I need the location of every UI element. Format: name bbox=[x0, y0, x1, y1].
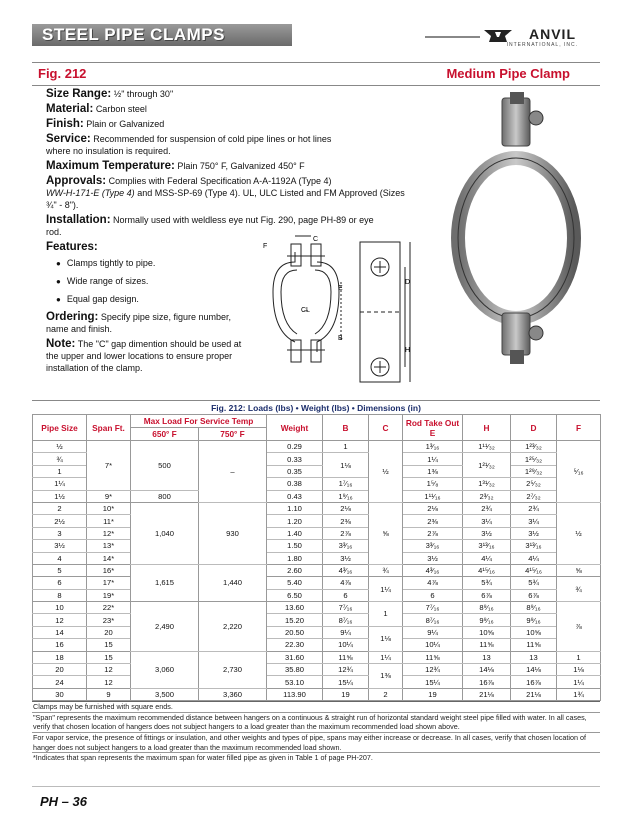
table-row bbox=[33, 515, 601, 527]
cell-e: 2⅜ bbox=[403, 515, 463, 527]
cell-size: 14 bbox=[33, 626, 87, 638]
spec-text: and MSS-SP-69 (Type 4). UL, ULC Listed and FM Approved (Sizes ¾" - 8"). bbox=[46, 188, 405, 210]
cell-c: 1⅜ bbox=[369, 664, 403, 689]
cell-d: 13 bbox=[511, 651, 557, 663]
cell-size: 4 bbox=[33, 552, 87, 564]
table-row bbox=[33, 602, 601, 614]
cell-span: 10* bbox=[87, 502, 131, 514]
cell-size: 6 bbox=[33, 577, 87, 589]
cell-size: 8 bbox=[33, 589, 87, 601]
cell-span: 12* bbox=[87, 527, 131, 539]
cell-e: 1³⁄₁₆ bbox=[403, 441, 463, 453]
spec-text: Specify pipe size, figure number, name and finish. bbox=[46, 312, 231, 334]
table-caption: Fig. 212: Loads (lbs) • Weight (lbs) • Dimensions (in) bbox=[32, 400, 600, 414]
cell-e: 3³⁄₁₆ bbox=[403, 540, 463, 552]
col-header-b: B bbox=[323, 415, 369, 441]
dim-label-f: F bbox=[263, 243, 268, 250]
table-row bbox=[33, 527, 601, 539]
list-item: ● Clamps tightly to pipe. bbox=[56, 257, 386, 270]
col-header-span: Span Ft. bbox=[87, 415, 131, 441]
footer-rule bbox=[32, 786, 600, 787]
cell-e: 1⁵⁄₈ bbox=[403, 478, 463, 490]
cell-h: 16⅞ bbox=[463, 676, 511, 688]
table-row bbox=[33, 552, 601, 564]
cell-b: 12¾ bbox=[323, 664, 369, 676]
cell-weight: 53.10 bbox=[267, 676, 323, 688]
cell-weight: 0.43 bbox=[267, 490, 323, 502]
cell-h: 10⅝ bbox=[463, 626, 511, 638]
spec-label: Service: bbox=[46, 133, 91, 145]
table-row bbox=[33, 441, 601, 453]
cell-span: 19* bbox=[87, 589, 131, 601]
cell-c: 1¼ bbox=[369, 651, 403, 663]
pipe-clamp-photo bbox=[440, 88, 590, 388]
centerline-label: C̶L bbox=[301, 307, 310, 314]
table-row bbox=[33, 577, 601, 589]
cell-d: 21⅛ bbox=[511, 688, 557, 700]
cell-d: 5¾ bbox=[511, 577, 557, 589]
col-header-650f: 650° F bbox=[131, 428, 199, 441]
dim-label-d: D bbox=[405, 279, 411, 286]
spec-text-italic: WW-H-171-E (Type 4) bbox=[46, 188, 135, 198]
cell-size: 2 bbox=[33, 502, 87, 514]
cell-b: 15¼ bbox=[323, 676, 369, 688]
cell-weight: 31.60 bbox=[267, 651, 323, 663]
spec-max-temperature bbox=[46, 160, 386, 172]
cell-e: 6 bbox=[403, 589, 463, 601]
cell-h: 21⅛ bbox=[463, 688, 511, 700]
page-header bbox=[32, 22, 600, 50]
cell-size: 10 bbox=[33, 602, 87, 614]
cell-weight: 22.30 bbox=[267, 639, 323, 651]
spec-text: The "C" gap dimention should be used at the upper and lower locations to ensure proper installation of the clamp. bbox=[46, 339, 242, 373]
table-row bbox=[33, 626, 601, 638]
spec-label: Size Range: bbox=[46, 88, 112, 100]
cell-h: 11⅝ bbox=[463, 639, 511, 651]
col-header-max-load: Max Load For Service Temp bbox=[131, 415, 267, 428]
cell-size: 30 bbox=[33, 688, 87, 700]
cell-span: 13* bbox=[87, 540, 131, 552]
figure-number: Fig. 212 bbox=[38, 66, 87, 81]
cell-span: 16* bbox=[87, 564, 131, 576]
cell-span: 12 bbox=[87, 664, 131, 676]
col-header-d: D bbox=[511, 415, 557, 441]
cell-d: 10⅝ bbox=[511, 626, 557, 638]
cell-e: 2⅞ bbox=[403, 527, 463, 539]
table-row bbox=[33, 490, 601, 502]
cell-b: 10¼ bbox=[323, 639, 369, 651]
cell-f: ⅝ bbox=[557, 564, 601, 576]
cell-d: 1²⁵⁄₃₂ bbox=[511, 453, 557, 465]
spec-label: Material: bbox=[46, 103, 94, 115]
page-number: PH – 36 bbox=[40, 794, 87, 809]
cell-size: 24 bbox=[33, 676, 87, 688]
cell-b: 2⅜ bbox=[323, 515, 369, 527]
cell-weight: 1.80 bbox=[267, 552, 323, 564]
cell-size: 16 bbox=[33, 639, 87, 651]
cell-load-650: 3,500 bbox=[131, 688, 199, 700]
cell-load-750: 1,440 bbox=[199, 564, 267, 601]
cell-weight: 1.40 bbox=[267, 527, 323, 539]
cell-size: 5 bbox=[33, 564, 87, 576]
cell-span: 23* bbox=[87, 614, 131, 626]
figure-name: Medium Pipe Clamp bbox=[446, 66, 570, 81]
table-row bbox=[33, 664, 601, 676]
cell-e: 11⅝ bbox=[403, 651, 463, 663]
table-row bbox=[33, 502, 601, 514]
section-title: STEEL PIPE CLAMPS bbox=[42, 25, 225, 44]
spec-text: Carbon steel bbox=[95, 104, 147, 114]
cell-e: 19 bbox=[403, 688, 463, 700]
cell-d: 4¹⁵⁄₁₆ bbox=[511, 564, 557, 576]
cell-e: 2⅛ bbox=[403, 502, 463, 514]
table-notes bbox=[32, 701, 600, 763]
cell-load-650: 1,615 bbox=[131, 564, 199, 601]
cell-weight: 0.29 bbox=[267, 441, 323, 453]
cell-size: 12 bbox=[33, 614, 87, 626]
clamp-dimension-drawing bbox=[255, 232, 415, 392]
cell-span: 9 bbox=[87, 688, 131, 700]
cell-size: 2½ bbox=[33, 515, 87, 527]
cell-h: 3½ bbox=[463, 527, 511, 539]
cell-size: ¾ bbox=[33, 453, 87, 465]
cell-d: 1²⁹⁄₃₂ bbox=[511, 465, 557, 477]
table-note: Clamps may be furnished with square ends. bbox=[32, 701, 600, 712]
cell-f: ⁵⁄₁₆ bbox=[557, 441, 601, 503]
cell-d: 3½ bbox=[511, 527, 557, 539]
cell-e: 1¹¹⁄₁₆ bbox=[403, 490, 463, 502]
cell-e: 9¼ bbox=[403, 626, 463, 638]
cell-f: ¾ bbox=[557, 577, 601, 602]
anvil-logo bbox=[425, 22, 600, 50]
spec-text: Normally used with weldless eye nut Fig. 290, page PH-89 or eye rod. bbox=[46, 215, 374, 237]
col-header-750f: 750° F bbox=[199, 428, 267, 441]
cell-size: 20 bbox=[33, 664, 87, 676]
cell-b: 4³⁄₁₆ bbox=[323, 564, 369, 576]
cell-b: 4⅞ bbox=[323, 577, 369, 589]
cell-load-750: 930 bbox=[199, 502, 267, 564]
brand-name: ANVIL bbox=[529, 26, 576, 42]
cell-b: 11⅝ bbox=[323, 651, 369, 663]
cell-b: 3³⁄₁₆ bbox=[323, 540, 369, 552]
cell-span: 15 bbox=[87, 639, 131, 651]
cell-f: 1⅛ bbox=[557, 664, 601, 676]
cell-b: 8⁷⁄₁₆ bbox=[323, 614, 369, 626]
spec-service bbox=[46, 133, 346, 157]
dim-label-h: H bbox=[405, 347, 411, 354]
cell-f: 1 bbox=[557, 651, 601, 663]
cell-b: 7⁷⁄₁₆ bbox=[323, 602, 369, 614]
cell-h: 9⁹⁄₁₆ bbox=[463, 614, 511, 626]
cell-load-750: 3,360 bbox=[199, 688, 267, 700]
spec-material bbox=[46, 103, 386, 115]
cell-weight: 6.50 bbox=[267, 589, 323, 601]
table-row bbox=[33, 589, 601, 601]
table-row bbox=[33, 676, 601, 688]
cell-e: 12¾ bbox=[403, 664, 463, 676]
cell-d: 2⁵⁄₃₂ bbox=[511, 478, 557, 490]
table-note: For vapor service, the presence of fittings or insulation, and other weights and types of pipe, spans may either increase or decrease. In all cases, verify that chosen location of hanger does not subject hangers to a load greater than the maximum recommended load shown. bbox=[32, 732, 600, 752]
cell-load-650: 1,040 bbox=[131, 502, 199, 564]
figure-bar bbox=[32, 62, 600, 86]
spec-text: Complies with Federal Specification A-A-1192A (Type 4) bbox=[108, 176, 332, 186]
spec-text: ½" through 30" bbox=[113, 89, 174, 99]
cell-load-750: 2,730 bbox=[199, 651, 267, 688]
cell-weight: 35.80 bbox=[267, 664, 323, 676]
cell-h: 4¹⁵⁄₁₆ bbox=[463, 564, 511, 576]
cell-size: ½ bbox=[33, 441, 87, 453]
cell-f: ½ bbox=[557, 502, 601, 564]
cell-e: 8⁷⁄₁₆ bbox=[403, 614, 463, 626]
cell-b: 9¼ bbox=[323, 626, 369, 638]
cell-load-750: – bbox=[199, 441, 267, 503]
cell-f: ⅞ bbox=[557, 602, 601, 652]
cell-b: 1 bbox=[323, 441, 369, 453]
cell-size: 3 bbox=[33, 527, 87, 539]
col-header-h: H bbox=[463, 415, 511, 441]
spec-text: Recommended for suspension of cold pipe lines or hot lines where no insulation is required. bbox=[46, 134, 332, 156]
cell-e: 15¼ bbox=[403, 676, 463, 688]
cell-h: 5¾ bbox=[463, 577, 511, 589]
cell-e: 4⅞ bbox=[403, 577, 463, 589]
spec-text: Plain 750° F, Galvanized 450° F bbox=[177, 161, 305, 171]
cell-load-650: 500 bbox=[131, 441, 199, 491]
dim-label-b: B bbox=[338, 335, 343, 342]
dim-label-e: E bbox=[338, 285, 343, 292]
cell-c: 2 bbox=[369, 688, 403, 700]
logo-rule bbox=[425, 36, 480, 38]
cell-h: 1¹¹⁄₃₂ bbox=[463, 441, 511, 453]
col-header-pipe-size: Pipe Size bbox=[33, 415, 87, 441]
cell-span: 12 bbox=[87, 676, 131, 688]
cell-d: 1²³⁄₃₂ bbox=[511, 441, 557, 453]
spec-label: Finish: bbox=[46, 118, 84, 130]
list-item: ● Wide range of sizes. bbox=[56, 275, 386, 288]
cell-weight: 0.35 bbox=[267, 465, 323, 477]
cell-weight: 0.33 bbox=[267, 453, 323, 465]
cell-c: ¾ bbox=[369, 564, 403, 576]
cell-span: 7* bbox=[87, 441, 131, 491]
spec-text: Plain or Galvanized bbox=[86, 119, 165, 129]
cell-h: 6⅞ bbox=[463, 589, 511, 601]
cell-weight: 1.20 bbox=[267, 515, 323, 527]
spec-ordering bbox=[46, 311, 246, 335]
cell-span: 20 bbox=[87, 626, 131, 638]
section-title-bar bbox=[32, 24, 292, 46]
cell-h: 1³¹⁄₃₂ bbox=[463, 478, 511, 490]
cell-weight: 5.40 bbox=[267, 577, 323, 589]
spec-approvals bbox=[46, 175, 416, 211]
cell-d: 11⅝ bbox=[511, 639, 557, 651]
cell-d: 4¼ bbox=[511, 552, 557, 564]
cell-c: ⅝ bbox=[369, 502, 403, 564]
cell-weight: 0.38 bbox=[267, 478, 323, 490]
cell-h: 3¼ bbox=[463, 515, 511, 527]
cell-h: 13 bbox=[463, 651, 511, 663]
cell-span: 9* bbox=[87, 490, 131, 502]
spec-label: Approvals: bbox=[46, 175, 107, 187]
cell-load-650: 800 bbox=[131, 490, 199, 502]
col-header-weight: Weight bbox=[267, 415, 323, 441]
cell-e: 4³⁄₁₆ bbox=[403, 564, 463, 576]
loads-table-section bbox=[32, 400, 600, 763]
cell-d: 2¾ bbox=[511, 502, 557, 514]
table-note: *Indicates that span represents the maximum span for water filled pipe as given in Table 1 of page PH-207. bbox=[32, 752, 600, 763]
spec-label: Maximum Temperature: bbox=[46, 160, 175, 172]
cell-e: 3½ bbox=[403, 552, 463, 564]
table-row bbox=[33, 540, 601, 552]
table-note: "Span" represents the maximum recommended distance between hangers on a continuous & straight run of horizontal standard weight steel pipe filled with water. In all cases, verify that chosen location of hangers does not subject hangers to a load greater than the maximum recommended load shown above. bbox=[32, 712, 600, 732]
cell-b: 2⅞ bbox=[323, 527, 369, 539]
cell-d: 9⁹⁄₁₆ bbox=[511, 614, 557, 626]
cell-h: 1²¹⁄₃₂ bbox=[463, 453, 511, 478]
cell-span: 15 bbox=[87, 651, 131, 663]
cell-c: 1⅛ bbox=[369, 626, 403, 651]
cell-d: 16⅞ bbox=[511, 676, 557, 688]
cell-c: ½ bbox=[369, 441, 403, 503]
cell-weight: 20.50 bbox=[267, 626, 323, 638]
cell-e: 7⁷⁄₁₆ bbox=[403, 602, 463, 614]
table-row bbox=[33, 614, 601, 626]
col-header-rod-take-out: Rod Take Out E bbox=[403, 415, 463, 441]
cell-weight: 2.60 bbox=[267, 564, 323, 576]
spec-label: Note: bbox=[46, 338, 76, 350]
cell-b: 19 bbox=[323, 688, 369, 700]
cell-d: 8⁹⁄₁₆ bbox=[511, 602, 557, 614]
cell-e: 10¼ bbox=[403, 639, 463, 651]
cell-h: 8⁹⁄₁₆ bbox=[463, 602, 511, 614]
cell-weight: 15.20 bbox=[267, 614, 323, 626]
cell-weight: 113.90 bbox=[267, 688, 323, 700]
cell-b: 2⅛ bbox=[323, 502, 369, 514]
cell-d: 6⅞ bbox=[511, 589, 557, 601]
cell-e: 1⅜ bbox=[403, 465, 463, 477]
table-row bbox=[33, 639, 601, 651]
cell-h: 2¾ bbox=[463, 502, 511, 514]
col-header-f: F bbox=[557, 415, 601, 441]
spec-note bbox=[46, 338, 246, 374]
dim-label-c: C bbox=[313, 236, 319, 243]
cell-b: 1⁷⁄₁₆ bbox=[323, 478, 369, 490]
cell-h: 4¼ bbox=[463, 552, 511, 564]
cell-span: 14* bbox=[87, 552, 131, 564]
spec-label: Features: bbox=[46, 241, 98, 253]
cell-d: 3¹³⁄₁₆ bbox=[511, 540, 557, 552]
list-item: ● Equal gap design. bbox=[56, 293, 386, 306]
cell-d: 2⁷⁄₃₂ bbox=[511, 490, 557, 502]
cell-size: 1½ bbox=[33, 490, 87, 502]
table-row bbox=[33, 688, 601, 700]
col-header-c: C bbox=[369, 415, 403, 441]
cell-d: 14⅛ bbox=[511, 664, 557, 676]
spec-label: Ordering: bbox=[46, 311, 99, 323]
cell-size: 3½ bbox=[33, 540, 87, 552]
cell-size: 1¼ bbox=[33, 478, 87, 490]
cell-span: 22* bbox=[87, 602, 131, 614]
cell-f: 1¾ bbox=[557, 688, 601, 700]
cell-size: 1 bbox=[33, 465, 87, 477]
cell-b: 6 bbox=[323, 589, 369, 601]
cell-weight: 13.60 bbox=[267, 602, 323, 614]
cell-c: 1 bbox=[369, 602, 403, 627]
loads-table bbox=[32, 414, 601, 701]
cell-d: 3¼ bbox=[511, 515, 557, 527]
spec-label: Installation: bbox=[46, 214, 111, 226]
cell-h: 3¹³⁄₁₆ bbox=[463, 540, 511, 552]
cell-b: 1⅛ bbox=[323, 453, 369, 478]
cell-load-750: 2,220 bbox=[199, 602, 267, 652]
cell-load-650: 2,490 bbox=[131, 602, 199, 652]
cell-size: 18 bbox=[33, 651, 87, 663]
cell-h: 2³⁄₃₂ bbox=[463, 490, 511, 502]
table-row bbox=[33, 564, 601, 576]
cell-b: 1⁹⁄₁₆ bbox=[323, 490, 369, 502]
cell-weight: 1.10 bbox=[267, 502, 323, 514]
cell-h: 14⅛ bbox=[463, 664, 511, 676]
table-row bbox=[33, 651, 601, 663]
cell-load-650: 3,060 bbox=[131, 651, 199, 688]
cell-weight: 1.50 bbox=[267, 540, 323, 552]
cell-f: 1¼ bbox=[557, 676, 601, 688]
cell-b: 3½ bbox=[323, 552, 369, 564]
cell-e: 1¼ bbox=[403, 453, 463, 465]
spec-finish bbox=[46, 118, 386, 130]
cell-span: 11* bbox=[87, 515, 131, 527]
spec-size-range bbox=[46, 88, 386, 100]
brand-tagline: INTERNATIONAL, INC. bbox=[506, 42, 578, 48]
cell-span: 17* bbox=[87, 577, 131, 589]
cell-c: 1¼ bbox=[369, 577, 403, 602]
